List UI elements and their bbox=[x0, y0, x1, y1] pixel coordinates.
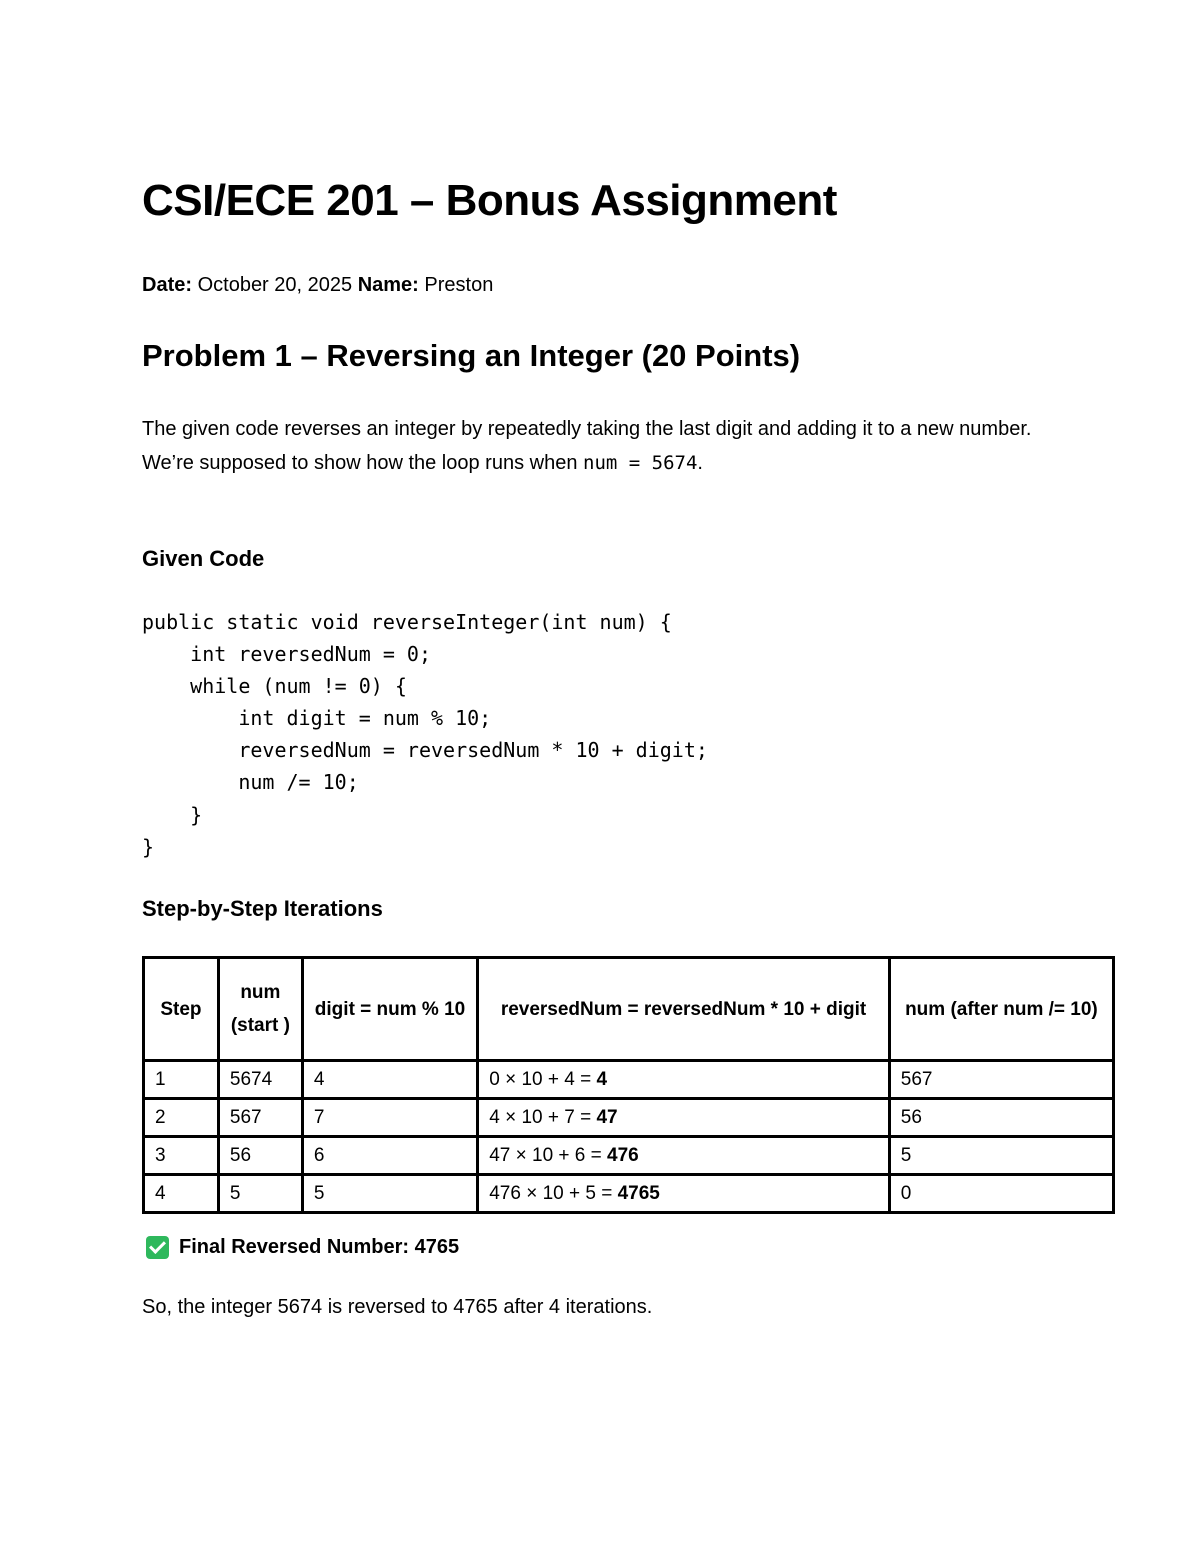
cell-num-start: 5674 bbox=[218, 1061, 302, 1099]
cell-reversed bbox=[478, 1175, 890, 1213]
cell-result: 4 bbox=[596, 1069, 608, 1090]
intro-line-2 bbox=[142, 446, 1102, 480]
code-line: public static void reverseInteger(int num) { bbox=[142, 610, 672, 634]
summary-text: So, the integer 5674 is reversed to 4765 after 4 iterations. bbox=[142, 1296, 653, 1318]
header-digit: digit = num % 10 bbox=[302, 958, 477, 1061]
cell-num-after: 0 bbox=[889, 1175, 1113, 1213]
intro-inline-code: num = 5674 bbox=[583, 452, 698, 474]
cell-expr: 0 × 10 + 4 = bbox=[489, 1069, 597, 1090]
cell-result: 476 bbox=[607, 1145, 639, 1166]
final-result bbox=[146, 1236, 459, 1259]
cell-num-after: 5 bbox=[889, 1137, 1113, 1175]
code-line: int digit = num % 10; bbox=[142, 706, 492, 731]
code-line: reversedNum = reversedNum * 10 + digit; bbox=[142, 738, 708, 763]
code-line: int reversedNum = 0; bbox=[142, 642, 431, 667]
cell-result: 47 bbox=[596, 1107, 618, 1128]
table-row bbox=[144, 1137, 1114, 1175]
code-block bbox=[142, 606, 708, 863]
cell-step: 4 bbox=[144, 1175, 219, 1213]
table-row bbox=[144, 1175, 1114, 1213]
cell-num-start: 5 bbox=[218, 1175, 302, 1213]
cell-num-after: 567 bbox=[889, 1061, 1113, 1099]
code-line: } bbox=[142, 834, 155, 859]
intro-line-1: The given code reverses an integer by repeatedly taking the last digit and adding it to a new number. bbox=[142, 418, 1032, 440]
cell-expr: 476 × 10 + 5 = bbox=[489, 1183, 618, 1204]
problem-intro bbox=[142, 412, 1102, 480]
header-num-after: num (after num /= 10) bbox=[889, 958, 1113, 1061]
cell-expr: 47 × 10 + 6 = bbox=[489, 1145, 608, 1166]
page-title: CSI/ECE 201 – Bonus Assignment bbox=[142, 176, 837, 225]
header-reversed: reversedNum = reversedNum * 10 + digit bbox=[478, 958, 890, 1061]
name-value: Preston bbox=[424, 274, 494, 296]
cell-expr: 4 × 10 + 7 = bbox=[489, 1107, 597, 1128]
header-num-start: num (start ) bbox=[218, 958, 302, 1061]
cell-digit: 6 bbox=[302, 1137, 477, 1175]
date-value: October 20, 2025 bbox=[197, 274, 353, 296]
given-code-heading: Given Code bbox=[142, 546, 265, 571]
iterations-table bbox=[142, 956, 1115, 1214]
cell-step: 1 bbox=[144, 1061, 219, 1099]
code-line: num /= 10; bbox=[142, 770, 359, 795]
code-line: while (num != 0) { bbox=[142, 674, 407, 699]
check-mark-icon bbox=[146, 1236, 169, 1259]
cell-step: 3 bbox=[144, 1137, 219, 1175]
cell-num-start: 567 bbox=[218, 1099, 302, 1137]
intro-line-2-suffix: . bbox=[697, 452, 703, 474]
cell-step: 2 bbox=[144, 1099, 219, 1137]
cell-reversed bbox=[478, 1061, 890, 1099]
cell-reversed bbox=[478, 1099, 890, 1137]
cell-digit: 7 bbox=[302, 1099, 477, 1137]
cell-result: 4765 bbox=[617, 1183, 660, 1204]
table-row bbox=[144, 1099, 1114, 1137]
final-result-text: Final Reversed Number: 4765 bbox=[179, 1236, 460, 1258]
table-row bbox=[144, 1061, 1114, 1099]
header-step: Step bbox=[144, 958, 219, 1061]
cell-num-start: 56 bbox=[218, 1137, 302, 1175]
date-label: Date: bbox=[142, 274, 193, 296]
steps-heading: Step-by-Step Iterations bbox=[142, 896, 383, 921]
cell-reversed bbox=[478, 1137, 890, 1175]
intro-line-2-prefix: We’re supposed to show how the loop runs when bbox=[142, 452, 584, 474]
problem-heading: Problem 1 – Reversing an Integer (20 Points) bbox=[142, 338, 801, 373]
meta-line bbox=[142, 274, 493, 297]
cell-digit: 5 bbox=[302, 1175, 477, 1213]
code-line: } bbox=[142, 802, 203, 827]
cell-num-after: 56 bbox=[889, 1099, 1113, 1137]
cell-digit: 4 bbox=[302, 1061, 477, 1099]
table-header-row bbox=[144, 958, 1114, 1061]
name-label: Name: bbox=[357, 274, 419, 296]
